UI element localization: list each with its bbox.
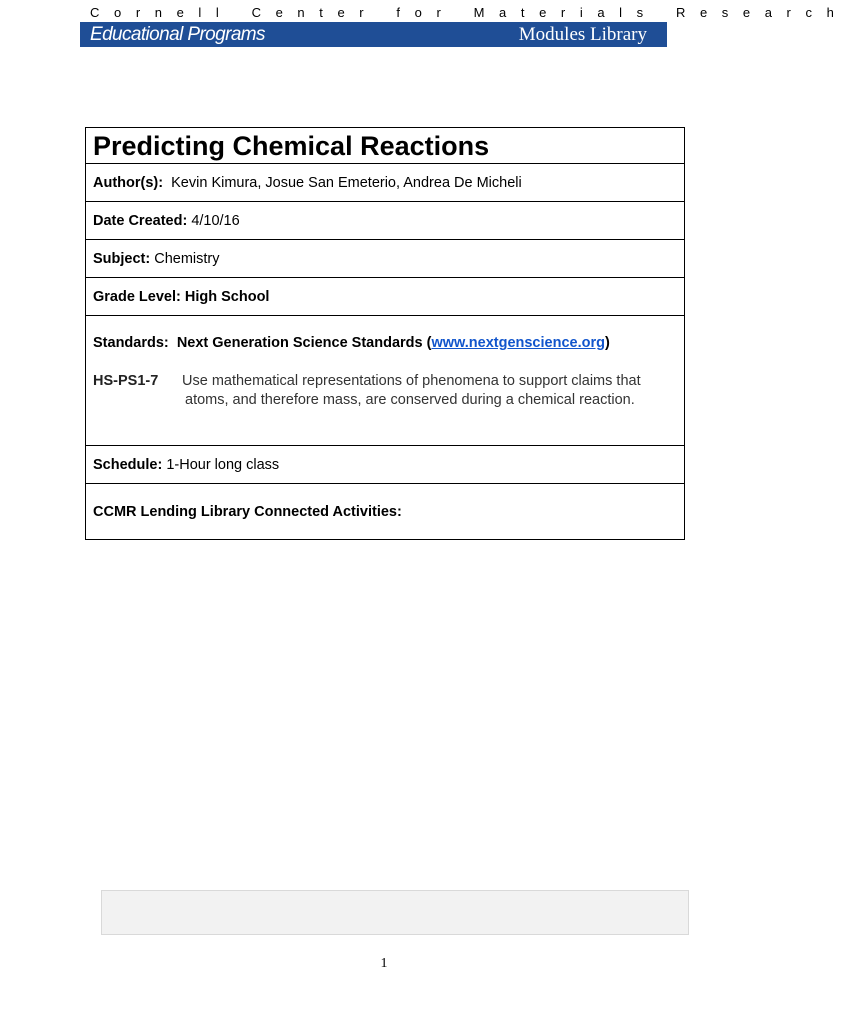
educational-programs-label: Educational Programs <box>90 24 265 45</box>
standards-close: ) <box>604 335 610 351</box>
ccmr-label: CCMR Lending Library Connected Activities: <box>93 504 402 520</box>
grade-value: High School <box>184 289 270 305</box>
date-row <box>86 202 684 240</box>
header-band <box>80 22 667 47</box>
standards-label: Standards: <box>93 335 169 351</box>
subject-row <box>86 240 684 278</box>
date-label: Date Created: <box>93 213 188 229</box>
page-number: 1 <box>380 956 388 971</box>
schedule-value: 1-Hour long class <box>166 457 280 473</box>
authors-label: Author(s): <box>93 175 164 191</box>
module-info-table <box>85 127 685 540</box>
ccmr-row <box>86 484 684 539</box>
footer-box <box>101 890 689 935</box>
hs-code: HS-PS1-7 <box>93 373 159 389</box>
schedule-row <box>86 446 684 484</box>
date-value: 4/10/16 <box>191 213 240 229</box>
authors-row <box>86 164 684 202</box>
grade-label: Grade Level: <box>93 289 181 305</box>
hs-description <box>182 372 662 410</box>
subject-label: Subject: <box>93 251 151 267</box>
page-title: Predicting Chemical Reactions <box>93 131 490 161</box>
standards-text: Next Generation Science Standards ( <box>176 335 432 351</box>
subject-value: Chemistry <box>154 251 220 267</box>
standards-line <box>93 335 677 352</box>
grade-row <box>86 278 684 316</box>
hs-description-line-1: Use mathematical representations of phenomena to support claims that <box>182 373 641 389</box>
standards-row <box>86 316 684 446</box>
letterhead <box>80 4 848 47</box>
modules-library-label: Modules Library <box>518 24 647 45</box>
hs-standard <box>93 372 677 410</box>
org-name: Cornell Center for Materials Research <box>90 5 848 20</box>
schedule-label: Schedule: <box>93 457 163 473</box>
hs-description-line-2: atoms, and therefore mass, are conserved during a chemical reaction. <box>185 392 635 408</box>
nextgenscience-link[interactable]: www.nextgenscience.org <box>431 335 605 351</box>
authors-value: Kevin Kimura, Josue San Emeterio, Andrea De Micheli <box>171 175 522 191</box>
title-row <box>86 128 684 164</box>
